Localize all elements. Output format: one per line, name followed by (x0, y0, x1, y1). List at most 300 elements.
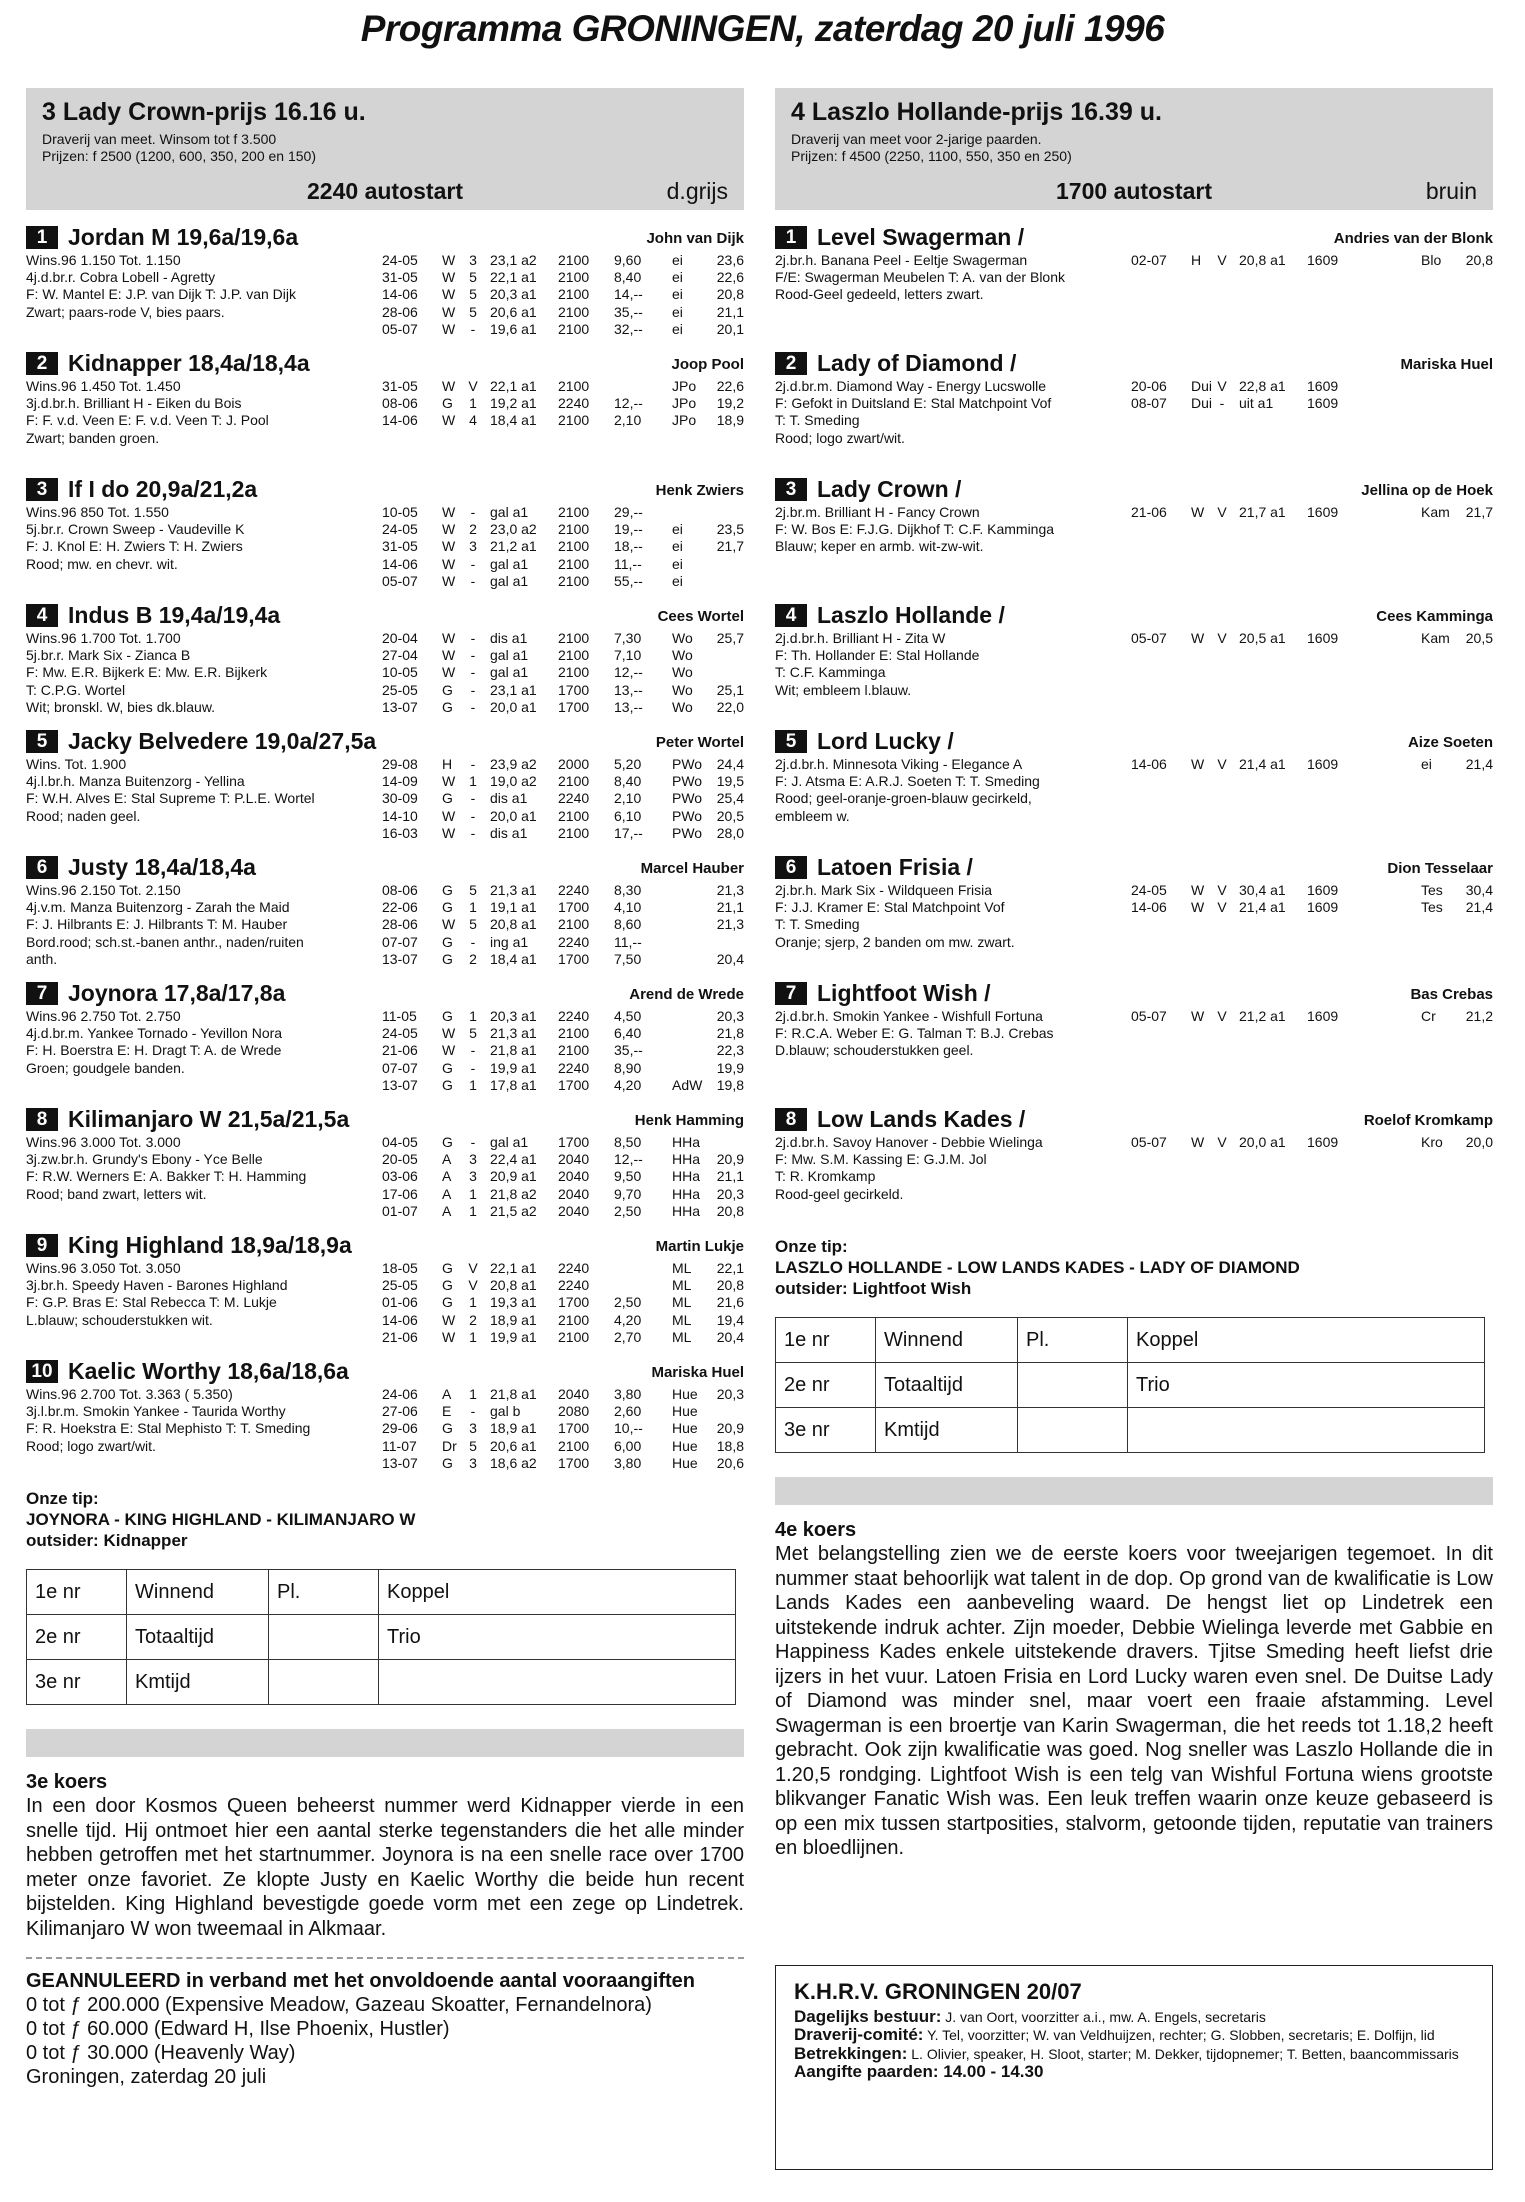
form-driver: ei (1421, 756, 1432, 772)
form-kmtime: 25,4 (716, 790, 744, 807)
form-odds: 12,-- (614, 1151, 643, 1168)
horse-list (26, 224, 744, 1484)
form-row (382, 899, 744, 916)
form-driver: AdW (672, 1076, 703, 1093)
horse-entry (26, 854, 744, 980)
horse-entry (26, 1232, 744, 1358)
horse-info-line: Wins.96 3.050 Tot. 3.050 (26, 1260, 181, 1276)
form-kmtime: 20,4 (716, 950, 744, 967)
tip-outsider: outsider: Kidnapper (26, 1531, 188, 1550)
form-driver: ei (672, 538, 683, 555)
cancel-lead-rest: in verband met het onvoldoende aantal vooraangiften (180, 1970, 695, 1992)
form-row (382, 321, 744, 338)
horse-form (382, 756, 744, 842)
horse-info (26, 1386, 386, 1455)
form-date: 20-06 (1131, 378, 1167, 394)
form-distance: 1700 (558, 698, 590, 715)
form-date: 13-07 (382, 1076, 418, 1093)
form-date: 31-05 (382, 378, 418, 394)
cancel-line: 0 tot ƒ 60.000 (Edward H, Ilse Phoenix, Hustler) (26, 2018, 450, 2040)
form-time: 19,0 a2 (490, 773, 537, 790)
horse-info (26, 1260, 386, 1329)
form-time: ing a1 (490, 933, 529, 950)
form-track: G (442, 395, 453, 412)
form-distance: 2100 (558, 647, 590, 664)
form-driver: ML (672, 1277, 692, 1294)
form-track: W (442, 647, 456, 664)
form-track: G (442, 698, 453, 715)
horse-info-line: Zwart; paars-rode V, bies paars. (26, 303, 225, 320)
race-title: 3 Lady Crown-prijs 16.16 u. (42, 98, 366, 126)
form-row (382, 1329, 744, 1346)
form-track: Dui (1191, 378, 1213, 394)
form-distance: 2100 (558, 521, 590, 538)
form-kmtime: 22,0 (716, 698, 744, 715)
form-row (382, 395, 744, 412)
form-row (382, 699, 744, 716)
form-position: V (1217, 899, 1227, 916)
khrv-text: L. Olivier, speaker, H. Sloot, starter; M. Dekker, tijdopnemer; T. Betten, baancommissaris (907, 2045, 1459, 2062)
horse-name: Lady Crown / (817, 476, 962, 502)
form-position: 5 (469, 286, 477, 303)
form-distance: 2100 (558, 1042, 590, 1059)
form-position: 5 (469, 1025, 477, 1042)
horse-info-line: anth. (26, 950, 58, 967)
horse-info-line: 2j.br.m. Brilliant H - Fancy Crown (775, 504, 980, 520)
form-track: W (442, 807, 456, 824)
form-track: W (442, 252, 456, 268)
bet-cell: Koppel (379, 1570, 736, 1615)
horse-info-line: Rood; logo zwart/wit. (775, 429, 905, 446)
form-kmtime: 20,3 (716, 1008, 744, 1024)
form-track: W (442, 286, 456, 303)
form-distance: 2100 (558, 824, 590, 841)
form-driver: PWo (672, 756, 703, 772)
form-position: V (1217, 1008, 1227, 1024)
horse-info-line: L.blauw; schouderstukken wit. (26, 1311, 213, 1328)
horse-info-line: Groen; goudgele banden. (26, 1059, 185, 1076)
form-distance: 1609 (1307, 882, 1339, 898)
form-position: - (470, 647, 476, 664)
horse-entry (775, 1106, 1493, 1232)
form-track: W (442, 572, 456, 589)
form-distance: 2100 (558, 252, 590, 268)
form-track: G (442, 933, 453, 950)
khrv-item (794, 2027, 1474, 2044)
form-distance: 2100 (558, 1328, 590, 1345)
tip-text: JOYNORA - KING HIGHLAND - KILIMANJARO W (26, 1510, 416, 1529)
form-time: uit a1 (1239, 395, 1274, 412)
khrv-label: Betrekkingen: (794, 2043, 908, 2063)
khrv-title: K.H.R.V. GRONINGEN 20/07 (794, 1979, 1082, 2004)
form-driver: Kro (1421, 1134, 1443, 1150)
form-date: 27-04 (382, 647, 418, 664)
form-distance: 1609 (1307, 504, 1339, 520)
horse-info-line: Wit; embleem l.blauw. (775, 681, 912, 698)
form-position: - (470, 320, 476, 337)
horse-info-line: 2j.d.br.m. Diamond Way - Energy Lucswolle (775, 378, 1047, 394)
form-odds: 55,-- (614, 572, 643, 589)
form-date: 03-06 (382, 1168, 418, 1185)
form-odds: 3,80 (614, 1386, 642, 1402)
form-position: - (470, 824, 476, 841)
start-number: 5 (26, 730, 58, 753)
horse-info-line: Wit; bronskl. W, bies dk.blauw. (26, 698, 216, 715)
horse-entry (26, 1358, 744, 1484)
form-odds: 12,-- (614, 395, 643, 412)
form-row (382, 1134, 744, 1151)
form-track: W (1191, 756, 1205, 772)
form-row (382, 1151, 744, 1168)
horse-entry (775, 854, 1493, 980)
horse-info (26, 252, 386, 321)
divider-bar (26, 1729, 744, 1757)
form-date: 11-07 (382, 1437, 417, 1454)
form-track: G (442, 1059, 453, 1076)
form-position: V (468, 1260, 478, 1276)
horse-info-line: T: T. Smeding (775, 412, 860, 429)
horse-info-line: F: R. Hoekstra E: Stal Mephisto T: T. Smeding (26, 1420, 311, 1437)
race-color: d.grijs (666, 178, 728, 204)
form-distance: 2100 (558, 538, 590, 555)
race-color: bruin (1425, 178, 1477, 204)
form-odds: 17,-- (614, 824, 643, 841)
form-track: A (442, 1202, 452, 1219)
form-row (382, 882, 744, 899)
bet-cell: 2e nr (776, 1363, 876, 1408)
horse-name: Jacky Belvedere 19,0a/27,5a (68, 728, 377, 754)
form-odds: 29,-- (614, 504, 643, 520)
horse-info (775, 882, 1135, 951)
form-driver: ei (672, 320, 683, 337)
divider-bar (775, 1477, 1493, 1505)
horse-entry (775, 602, 1493, 728)
form-position: 2 (469, 950, 477, 967)
form-driver: Wo (672, 630, 693, 646)
race-distance: 2240 autostart (307, 178, 463, 204)
form-driver: Wo (672, 664, 693, 681)
form-distance: 2100 (558, 320, 590, 337)
form-distance: 2240 (558, 1008, 590, 1024)
horse-form (382, 504, 744, 590)
horse-form (1131, 630, 1493, 647)
form-track: W (442, 320, 456, 337)
horse-form (382, 1008, 744, 1094)
form-date: 04-05 (382, 1134, 418, 1150)
horse-info-line: 4j.l.br.h. Manza Buitenzorg - Yellina (26, 773, 245, 790)
horse-info-line: 2j.d.br.h. Smokin Yankee - Wishfull Fortuna (775, 1008, 1043, 1024)
form-position: - (470, 807, 476, 824)
form-position: V (468, 378, 478, 394)
form-odds: 7,10 (614, 647, 642, 664)
form-time: gal a1 (490, 647, 529, 664)
form-date: 14-06 (382, 555, 418, 572)
form-row (382, 1077, 744, 1094)
form-position: - (470, 630, 476, 646)
bet-cell: Kmtijd (876, 1408, 1018, 1453)
bet-cell: Winnend (876, 1318, 1018, 1363)
form-date: 08-06 (382, 882, 418, 898)
form-kmtime: 20,5 (1465, 630, 1493, 646)
form-position: 2 (469, 1311, 477, 1328)
race-header (26, 88, 744, 210)
horse-driver: John van Dijk (646, 230, 744, 247)
form-row (382, 808, 744, 825)
form-position: - (470, 1403, 476, 1420)
form-driver: HHa (672, 1151, 701, 1168)
form-date: 11-05 (382, 1008, 417, 1024)
form-odds: 9,60 (614, 252, 642, 268)
start-number: 6 (775, 856, 807, 879)
form-driver: PWo (672, 824, 703, 841)
tip-label: Onze tip: (775, 1237, 848, 1256)
form-track: W (442, 303, 456, 320)
form-kmtime: 20,3 (716, 1185, 744, 1202)
form-row (1131, 1008, 1493, 1025)
horse-driver: Arend de Wrede (629, 986, 744, 1003)
form-date: 24-05 (1131, 882, 1167, 898)
form-row (382, 934, 744, 951)
horse-entry (26, 476, 744, 602)
form-distance: 2240 (558, 395, 590, 412)
form-time: 18,9 a1 (490, 1420, 537, 1437)
form-distance: 1609 (1307, 378, 1339, 394)
form-track: W (1191, 882, 1205, 898)
form-time: 18,9 a1 (490, 1311, 537, 1328)
start-number: 5 (775, 730, 807, 753)
horse-info-line: 3j.l.br.m. Smokin Yankee - Taurida Worthy (26, 1403, 286, 1420)
form-track: W (1191, 630, 1205, 646)
form-kmtime: 21,2 (1465, 1008, 1493, 1024)
form-row (382, 1042, 744, 1059)
form-track: E (442, 1403, 452, 1420)
form-distance: 1609 (1307, 1008, 1339, 1024)
form-track: W (442, 504, 456, 520)
horse-info-line: Oranje; sjerp, 2 banden om mw. zwart. (775, 933, 1015, 950)
khrv-item (794, 2064, 1474, 2081)
bet-row (776, 1363, 1485, 1408)
form-row (1131, 882, 1493, 899)
form-kmtime: 23,6 (716, 252, 744, 268)
form-distance: 1609 (1307, 899, 1339, 916)
form-track: G (442, 790, 453, 807)
form-position: - (470, 1134, 476, 1150)
horse-info-line: Zwart; banden groen. (26, 429, 160, 446)
form-driver: Hue (672, 1420, 698, 1437)
form-kmtime: 21,1 (716, 1168, 744, 1185)
form-date: 14-06 (382, 1311, 418, 1328)
form-kmtime: 19,8 (716, 1076, 744, 1093)
form-date: 25-05 (382, 1277, 418, 1294)
form-distance: 2000 (558, 756, 590, 772)
article-race-4 (775, 1519, 1493, 1861)
form-row (1131, 1134, 1493, 1151)
form-date: 30-09 (382, 790, 418, 807)
form-position: 1 (469, 1076, 477, 1093)
form-time: 21,8 a1 (490, 1386, 537, 1402)
form-row (382, 1294, 744, 1311)
form-time: 21,8 a1 (490, 1042, 537, 1059)
horse-info-line: Rood-Geel gedeeld, letters zwart. (775, 286, 984, 303)
form-time: 20,0 a1 (1239, 1134, 1286, 1150)
horse-name: Latoen Frisia / (817, 854, 973, 880)
form-distance: 2040 (558, 1202, 590, 1219)
cancel-lead: GEANNULEERD (26, 1970, 181, 1992)
form-position: V (1217, 630, 1227, 646)
form-kmtime: 23,5 (716, 521, 744, 538)
form-date: 05-07 (382, 320, 418, 337)
form-odds: 7,30 (614, 630, 642, 646)
form-row (1131, 504, 1493, 521)
form-driver: PWo (672, 773, 703, 790)
form-distance: 1609 (1307, 756, 1339, 772)
form-track: H (1191, 252, 1202, 268)
form-driver: Wo (672, 698, 693, 715)
form-row (382, 1025, 744, 1042)
form-date: 17-06 (382, 1185, 418, 1202)
form-driver: Blo (1421, 252, 1442, 268)
form-odds: 8,40 (614, 773, 642, 790)
form-position: 3 (469, 1454, 477, 1471)
form-time: 20,8 a1 (1239, 252, 1286, 268)
form-kmtime: 21,8 (716, 1025, 744, 1042)
form-row (382, 1203, 744, 1220)
horse-info (775, 1134, 1135, 1203)
form-row (382, 1386, 744, 1403)
horse-info-line: 2j.br.h. Banana Peel - Eeltje Swagerman (775, 252, 1028, 268)
form-kmtime: 20,8 (716, 286, 744, 303)
form-kmtime: 18,8 (716, 1437, 744, 1454)
horse-info-line: 4j.d.br.m. Yankee Tornado - Yevillon Nora (26, 1025, 283, 1042)
form-track: G (442, 882, 453, 898)
form-row (1131, 756, 1493, 773)
form-odds: 9,70 (614, 1185, 642, 1202)
form-track: Dui (1191, 395, 1213, 412)
form-position: V (1217, 1134, 1227, 1150)
form-track: A (442, 1386, 452, 1402)
form-date: 05-07 (1131, 1008, 1167, 1024)
form-distance: 2100 (558, 664, 590, 681)
khrv-item (794, 2006, 1474, 2026)
horse-info-line: T: T. Smeding (775, 916, 860, 933)
horse-entry (26, 980, 744, 1106)
start-number: 8 (775, 1108, 807, 1131)
form-driver: PWo (672, 807, 703, 824)
form-odds: 9,50 (614, 1168, 642, 1185)
form-track: G (442, 899, 453, 916)
form-date: 21-06 (382, 1328, 418, 1345)
form-distance: 2040 (558, 1185, 590, 1202)
form-row (382, 1060, 744, 1077)
cancel-notice (26, 1957, 744, 2089)
form-driver: Kam (1421, 630, 1450, 646)
form-row (382, 1403, 744, 1420)
horse-info-line: Wins.96 2.150 Tot. 2.150 (26, 882, 181, 898)
form-date: 24-05 (382, 1025, 418, 1042)
bet-cell: Winnend (127, 1570, 269, 1615)
form-kmtime: 21,1 (716, 303, 744, 320)
form-position: 3 (469, 538, 477, 555)
form-driver: ei (672, 252, 683, 268)
horse-info-line: F: W.H. Alves E: Stal Supreme T: P.L.E. Wortel (26, 790, 315, 807)
form-odds: 2,50 (614, 1202, 642, 1219)
form-distance: 2100 (558, 1311, 590, 1328)
form-row (382, 664, 744, 681)
form-date: 01-07 (382, 1202, 418, 1219)
form-driver: Hue (672, 1386, 698, 1402)
form-driver: HHa (672, 1134, 701, 1150)
form-kmtime: 19,4 (716, 1311, 744, 1328)
form-time: 20,0 a1 (490, 698, 537, 715)
race-description (791, 131, 1477, 165)
tip-outsider: outsider: Lightfoot Wish (775, 1279, 972, 1298)
form-distance: 2100 (558, 773, 590, 790)
form-distance: 1700 (558, 1076, 590, 1093)
bet-row (776, 1408, 1485, 1453)
form-distance: 1609 (1307, 630, 1339, 646)
horse-info (26, 1008, 386, 1077)
form-kmtime: 20,0 (1465, 1134, 1493, 1150)
start-number: 8 (26, 1108, 58, 1131)
form-track: W (442, 378, 456, 394)
tip-label: Onze tip: (26, 1489, 99, 1508)
horse-info-line: 2j.d.br.h. Brilliant H - Zita W (775, 630, 946, 646)
cancel-line: 0 tot ƒ 30.000 (Heavenly Way) (26, 2042, 296, 2064)
form-date: 21-06 (1131, 504, 1167, 520)
form-time: 20,6 a1 (490, 303, 537, 320)
khrv-label: Draverij-comité: (794, 2025, 924, 2044)
form-driver: Cr (1421, 1008, 1436, 1024)
form-distance: 2100 (558, 1437, 590, 1454)
form-date: 20-05 (382, 1151, 418, 1168)
form-time: 23,1 a2 (490, 252, 537, 268)
form-odds: 2,50 (614, 1294, 642, 1311)
form-distance: 1700 (558, 681, 590, 698)
form-position: 3 (469, 1151, 477, 1168)
form-position: V (1217, 252, 1227, 268)
race-distance: 1700 autostart (1056, 178, 1212, 204)
form-odds: 8,90 (614, 1059, 642, 1076)
form-row (1131, 899, 1493, 916)
bet-row (27, 1615, 736, 1660)
form-kmtime: 21,3 (716, 916, 744, 933)
form-position: V (468, 1277, 478, 1294)
form-time: 20,8 a1 (490, 916, 537, 933)
article-race-3 (26, 1771, 744, 1941)
form-date: 13-07 (382, 698, 418, 715)
form-driver: HHa (672, 1168, 701, 1185)
form-time: 23,0 a2 (490, 521, 537, 538)
form-track: W (442, 1311, 456, 1328)
form-odds: 14,-- (614, 286, 643, 303)
horse-info-line: 2j.d.br.h. Savoy Hanover - Debbie Wielinga (775, 1134, 1043, 1150)
form-track: G (442, 1277, 453, 1294)
horse-name: Kidnapper 18,4a/18,4a (68, 350, 310, 376)
form-date: 28-06 (382, 303, 418, 320)
horse-list (775, 224, 1493, 1232)
race-description (42, 131, 728, 165)
form-row (382, 756, 744, 773)
form-driver: Wo (672, 681, 693, 698)
form-driver: Hue (672, 1454, 698, 1471)
article-text: Met belangstelling zien we de eerste koers voor tweejarigen tegemoet. In dit nummer staat behoorlijk wat talent in de dop. Op grond van de kwalificatie is Low Lands Kades een aanbeveling waard. De hengst liet op Lindetrek een uitstekende indruk achter. Zijn moeder, Debbie Wielinga leverde met Gabbie en Happiness Kades enkele uitstekende dravers. Tjitse Smeding heeft liefst drie ijzers in het vuur. Latoen Frisia en Lord Lucky waren even snel. De Duitse Lady of Diamond was minder snel, maar voert een fraaie afstamming. Level Swagerman is een broertje van Karin Swagerman, die het reeds tot 1.18,2 heeft gebracht. Ook zijn kwalificatie was goed. Nog sneller was Laszlo Hollande die in 1.20,5 rondging. Lightfoot Wish is een telg van Wishful Fortuna wiens grootste blikvanger Fanatic Wish was. Een leuk treffen waarin onze keuze gebaseerd is op een mix tussen startposities, stalvorm, getoonde tijden, reputatie van trainers en bloedlijnen. (775, 1543, 1493, 1859)
horse-driver: Roelof Kromkamp (1363, 1112, 1493, 1129)
form-date: 07-07 (382, 1059, 418, 1076)
form-position: - (470, 1059, 476, 1076)
form-row (1131, 252, 1493, 269)
race-header (775, 88, 1493, 210)
form-odds: 8,40 (614, 269, 642, 286)
